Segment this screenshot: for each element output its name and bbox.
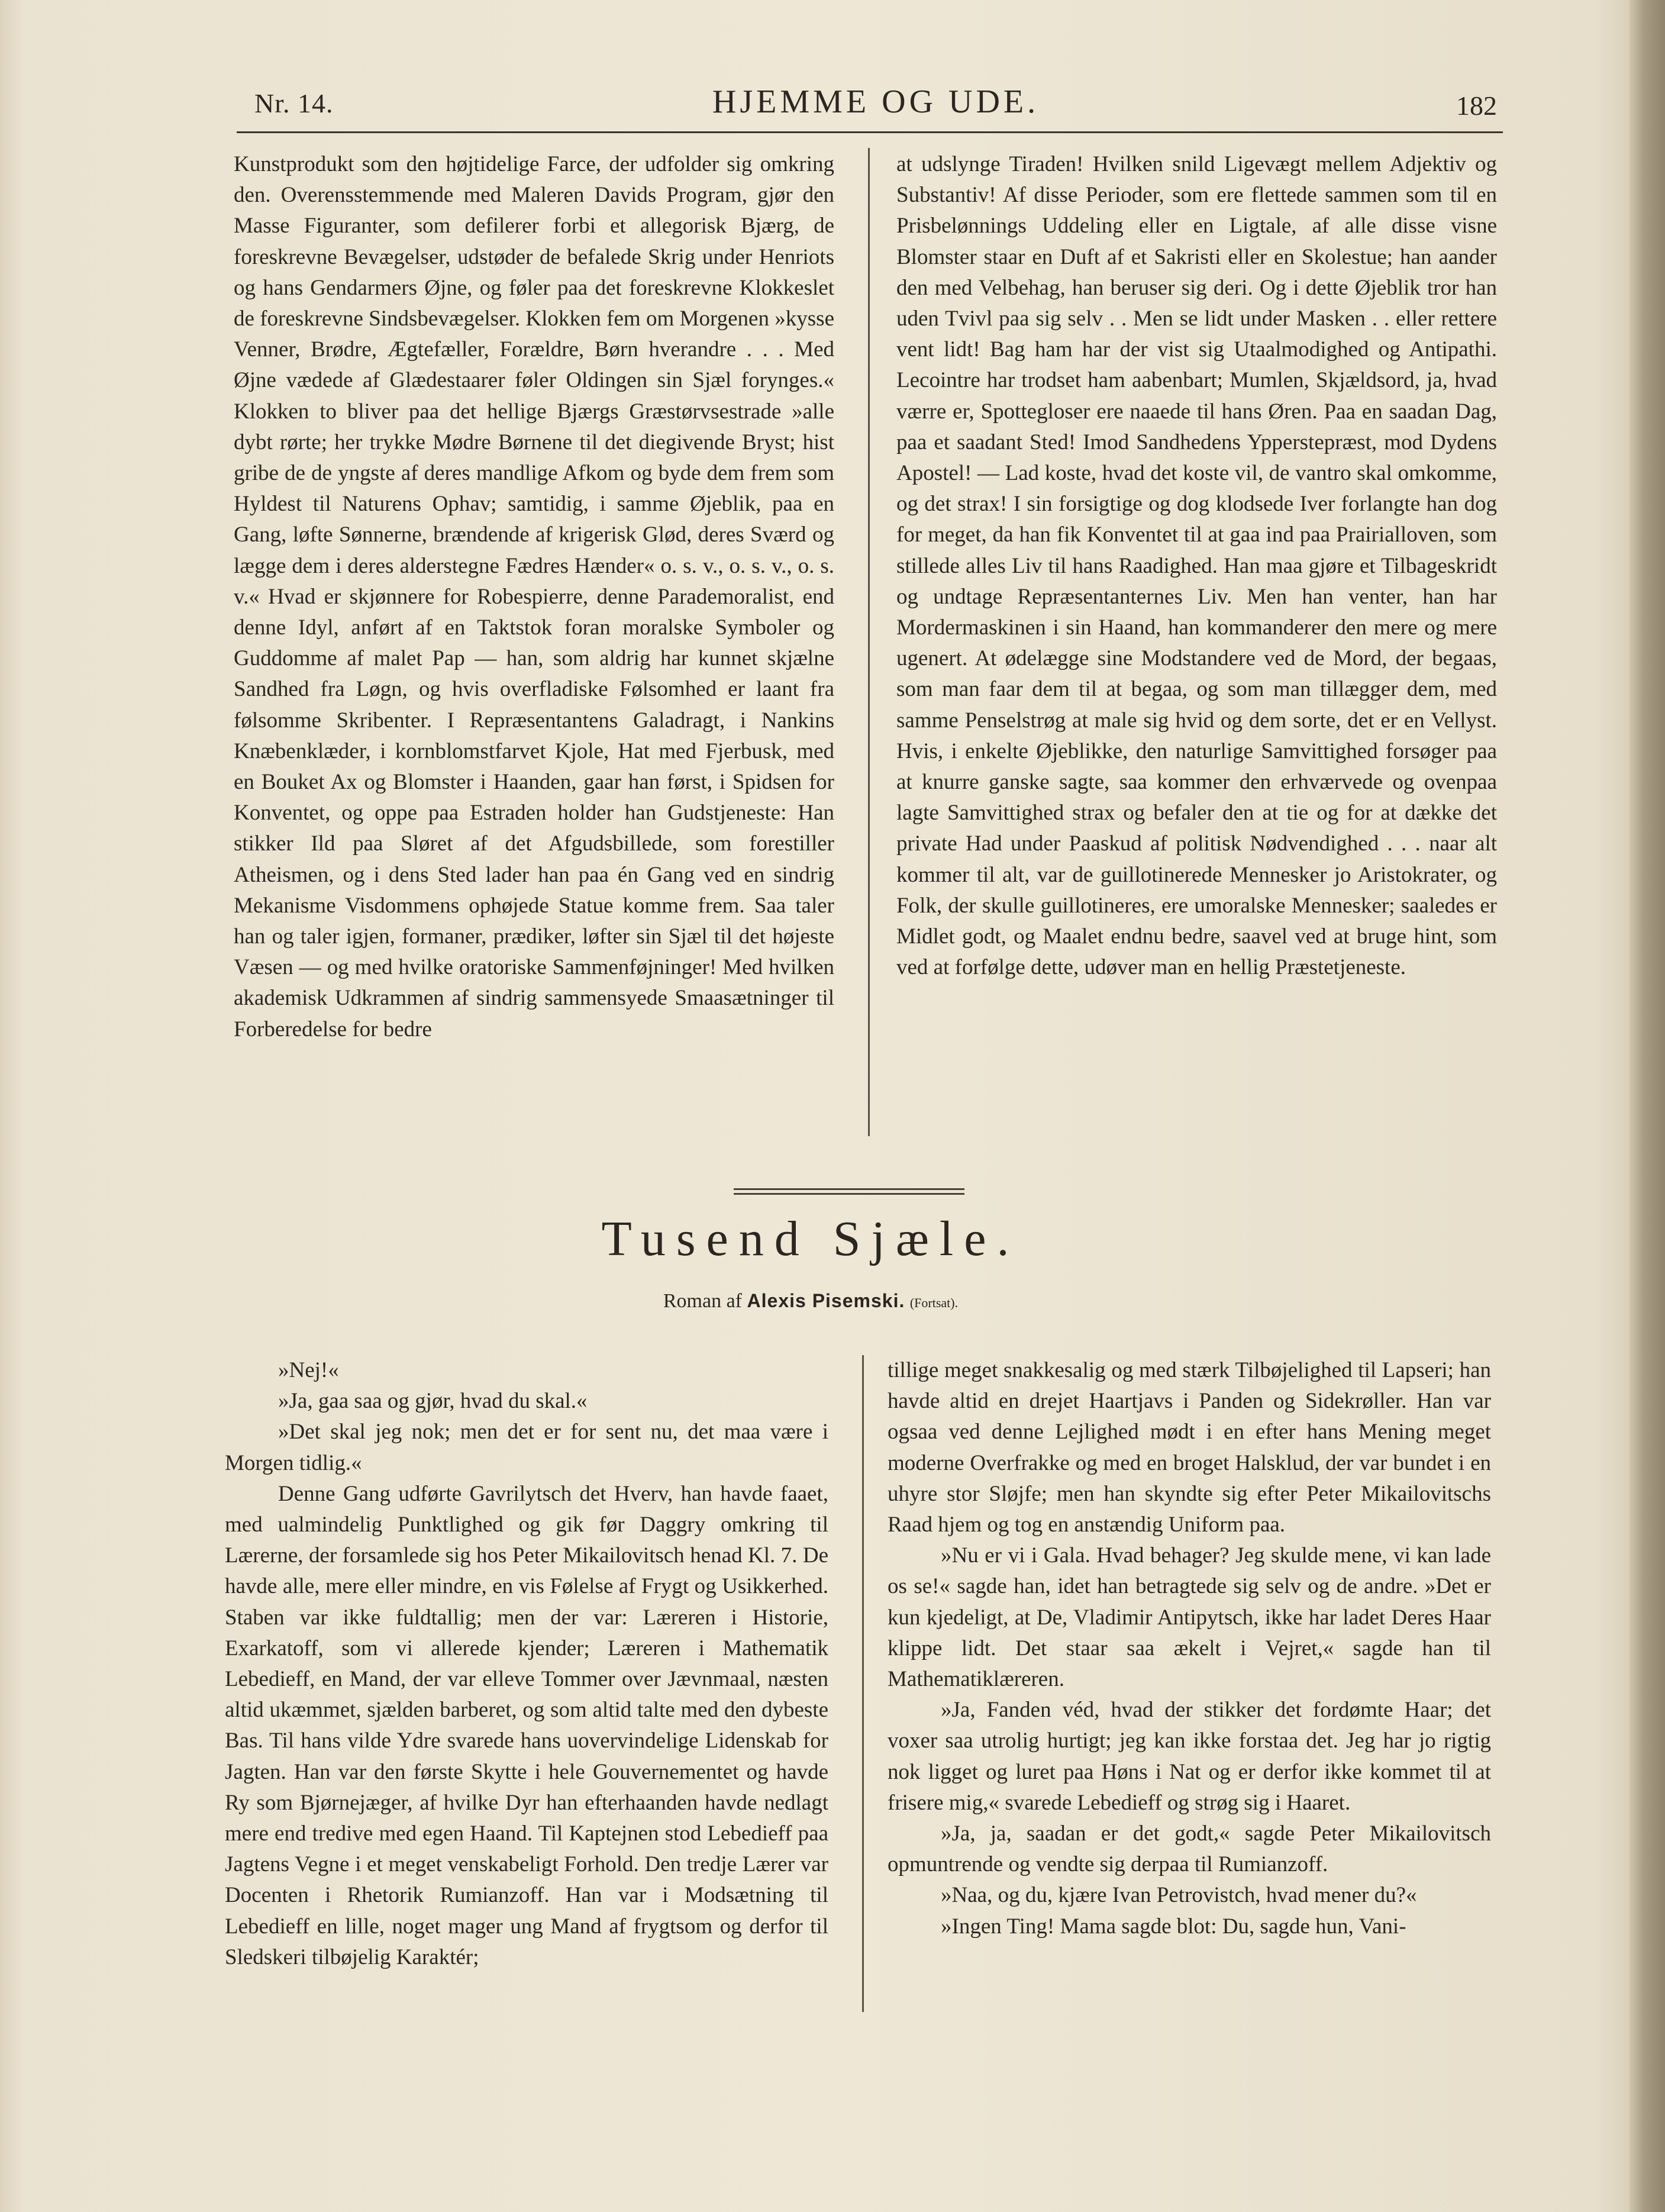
paragraph: at udslynge Tiraden! Hvilken snild Ligevægt mellem Adjektiv og Substantiv! Af disse Perioder, som ere flettede sammen som til en Prisbelønnings Uddeling eller en Ligtale, af alle disse visne Blomster staar en Duft af et Sakristi eller en Skolestue; han aander den med Velbehag, han beruser sig deri. Og i dette Øjeblik tror han uden Tvivl paa sig selv . . Men se lidt under Masken . . eller rettere vent lidt! Bag ham har der vist sig Utaalmodighed og Antipathi. Lecointre har trodset ham aabenbart; Mumlen, Skjældsord, ja, hvad værre er, Spottegloser ere naaede til hans Øren. Paa en saadan Dag, paa et saadant Sted! Imod Sandhedens Ypperstepræst, mod Dydens Apostel! — Lad koste, hvad det koste vil, de vantro skal omkomme, og det strax! I sin forsigtige og dog klodsede Iver forlangte han dog for meget, da han fik Konventet til at gaa ind paa Prairialloven, som stillede alles Liv til hans Raadighed. Han maa gjøre et Tilbageskridt og undtage Repræsentanternes Liv. Men han venter, han har Mordermaskinen i sin Haand, han kommanderer den mere og mere ugenert. At ødelægge sine Modstandere ved de Mord, der begaas, som man faar dem til at begaa, og som man tillægger dem, med samme Penselstrøg at male sig hvid og dem sorte, det er en Vellyst. Hvis, i enkelte Øjeblikke, den naturlige Samvittighed forsøger paa at knurre ganske sagte, saa kommer den erhværvede og ovenpaa lagte Samvittighed strax og befaler den at tie og for at dække det private Had under Paaskud af politisk Nødvendighed . . . naar alt kommer til alt, var de guillotinerede Mennesker jo Aristokrater, og Folk, der skulle guillotineres, ere umoralske Mennesker; saaledes er Midlet godt, og Maalet endnu bedre, saavel ved at bruge hint, som ved at forfølge dette, udøver man en hellig Præstetjeneste. — [896, 152, 1497, 980]
header-rule — [237, 131, 1503, 133]
bottom-right-column — [888, 1355, 1491, 1942]
page-binding-edge — [1629, 0, 1665, 2212]
paragraph: »Nej!« — [278, 1358, 339, 1382]
continued-note: (Fortsat). — [909, 1295, 959, 1310]
top-left-column — [234, 149, 834, 1045]
byline-prefix: Roman af — [663, 1290, 743, 1312]
page-header — [254, 83, 1497, 136]
top-right-column — [896, 149, 1497, 983]
paragraph: »Ingen Ting! Mama sagde blot: Du, sagde hun, Vani- — [941, 1914, 1406, 1939]
paragraph: Denne Gang udførte Gavrilytsch det Hverv, han havde faaet, med ualmindelig Punktlighed og gik før Daggry omkring til Lærerne, der forsamlede sig hos Peter Mikailovitsch henad Kl. 7. De havde alle, mere eller mindre, en vis Følelse af Frygt og Usikkerhed. Staben var ikke fuldtallig; men der var: Læreren i Historie, Exarkatoff, som vi allerede kjender; Læreren i Mathematik Lebedieff, en Mand, der var elleve Tommer over Jævnmaal, næsten altid ukæmmet, sjælden barberet, og som altid talte med den dybeste Bas. Til hans vilde Ydre svarede hans uovervindelige Lidenskab for Jagten. Han var den første Skytte i hele Gouvernementet og havde Ry som Bjørnejæger, af hvilke Dyr han efterhaanden havde nedlagt mere end tredive med egen Haand. Til Kaptejnen stod Lebedieff paa Jagtens Vegne i et meget venskabeligt Forhold. Den tredje Lærer var Docenten i Rhetorik Rumianzoff. Han var i Modsætning til Lebedieff en lille, noget mager ung Mand af frygtsom og derfor til Sledskeri tilbøjelig Karaktér; — [225, 1481, 828, 1969]
column-divider-top — [868, 148, 870, 1136]
paragraph: »Ja, gaa saa og gjør, hvad du skal.« — [278, 1389, 588, 1414]
section-separator — [734, 1188, 964, 1197]
author-name: Alexis Pisemski. — [747, 1290, 905, 1311]
paragraph: »Ja, ja, saadan er det godt,« sagde Peter Mikailovitsch opmuntrende og vendte sig derpaa til Rumianzoff. — [888, 1821, 1491, 1877]
paragraph: »Nu er vi i Gala. Hvad behager? Jeg skulde mene, vi kan lade os se!« sagde han, idet han betragtede sig selv og de andre. »Det er kun kjedeligt, at De, Vladimir Antipytsch, ikke har ladet Deres Haar klippe lidt. Det staar saa ækelt i Vejret,« sagde han til Mathematiklæreren. — [888, 1543, 1491, 1692]
page-number: 182 — [1456, 91, 1497, 121]
paragraph: »Ja, Fanden véd, hvad der stikker det fordømte Haar; det voxer saa utrolig hurtigt; jeg kan ikke forstaa det. Jeg har jo rigtig nok ligget og luret paa Høns i Nat og er derfor ikke kommet til at frisere mig,« svarede Lebedieff og strøg sig i Haaret. — [888, 1698, 1491, 1815]
journal-title: HJEMME OG UDE. — [712, 83, 1040, 120]
story-byline — [0, 1290, 1621, 1313]
paragraph: »Naa, og du, kjære Ivan Petrovistch, hvad mener du?« — [941, 1883, 1417, 1908]
story-title: Tusend Sjæle. — [601, 1211, 1020, 1266]
issue-number: Nr. 14. — [254, 88, 334, 118]
paragraph: Kunstprodukt som den højtidelige Farce, der udfolder sig omkring den. Overensstemmende med Maleren Davids Program, gjør den Masse Figuranter, som defilerer forbi et allegorisk Bjærg, de foreskrevne Bevægelser, udstøder de befalede Skrig under Henriots og hans Gendarmers Øjne, og føler paa det foreskrevne Klokkeslet de foreskrevne Sindsbevægelser. Klokken fem om Morgenen »kysse Venner, Brødre, Ægtefæller, Forældre, Børn hverandre . . . Med Øjne vædede af Glædestaarer føler Oldingen sin Sjæl forynges.« Klokken to bliver paa det hellige Bjærgs Græstørvsestrade »alle dybt rørte; her trykke Mødre Børnene til det diegivende Bryst; hist gribe de de yngste af deres mandlige Afkom og byde dem frem som Hyldest til Naturens Ophav; samtidig, i samme Øjeblik, paa en Gang, løfte Sønnerne, brændende af krigerisk Glød, deres Sværd og lægge dem i deres alderstegne Fædres Hænder« o. s. v., o. s. v., o. s. v.« Hvad er skjønnere for Robespierre, denne Parademoralist, end denne Idyl, anført af en Taktstok foran moralske Symboler og Guddomme af malet Pap — han, som aldrig har kunnet skjælne Sandhed fra Løgn, og hvis overfladiske Følsomhed er laant fra følsomme Skribenter. I Repræsentantens Galadragt, i Nankins Knæbenklæder, i kornblomstfarvet Kjole, Hat med Fjerbusk, med en Bouket Ax og Blomster i Haanden, gaar han først, i Spidsen for Konventet, og oppe paa Estraden holder han Gudstjeneste: Han stikker Ild paa Sløret af det Afgudsbillede, som forestiller Atheismen, og i dens Sted lader han paa én Gang ved en sindrig Mekanisme Visdommens ophøjede Statue komme frem. Saa taler han og taler igjen, formaner, prædiker, løfter sin Sjæl til det højeste Væsen — og med hvilke oratoriske Sammenføjninger! Med hvilken akademisk Udkrammen af sindrig sammensyede Smaasætninger til Forberedelse for bedre — [234, 152, 834, 1041]
column-divider-bottom — [862, 1355, 864, 2012]
paragraph: tillige meget snakkesalig og med stærk Tilbøjelighed til Lapseri; han havde altid en drejet Haartjavs i Panden og Sidekrøller. Han var ogsaa ved denne Lejlighed mødt i en efter hans Mening meget moderne Overfrakke og med en broget Halsklud, der var bundet i en uhyre stor Sløjfe; men han skyndte sig efter Peter Mikailovitschs Raad hjem og tog en anstændig Uniform paa. — [888, 1358, 1491, 1537]
paragraph: »Det skal jeg nok; men det er for sent nu, det maa være i Morgen tidlig.« — [225, 1420, 828, 1475]
bottom-left-column — [225, 1355, 828, 1973]
